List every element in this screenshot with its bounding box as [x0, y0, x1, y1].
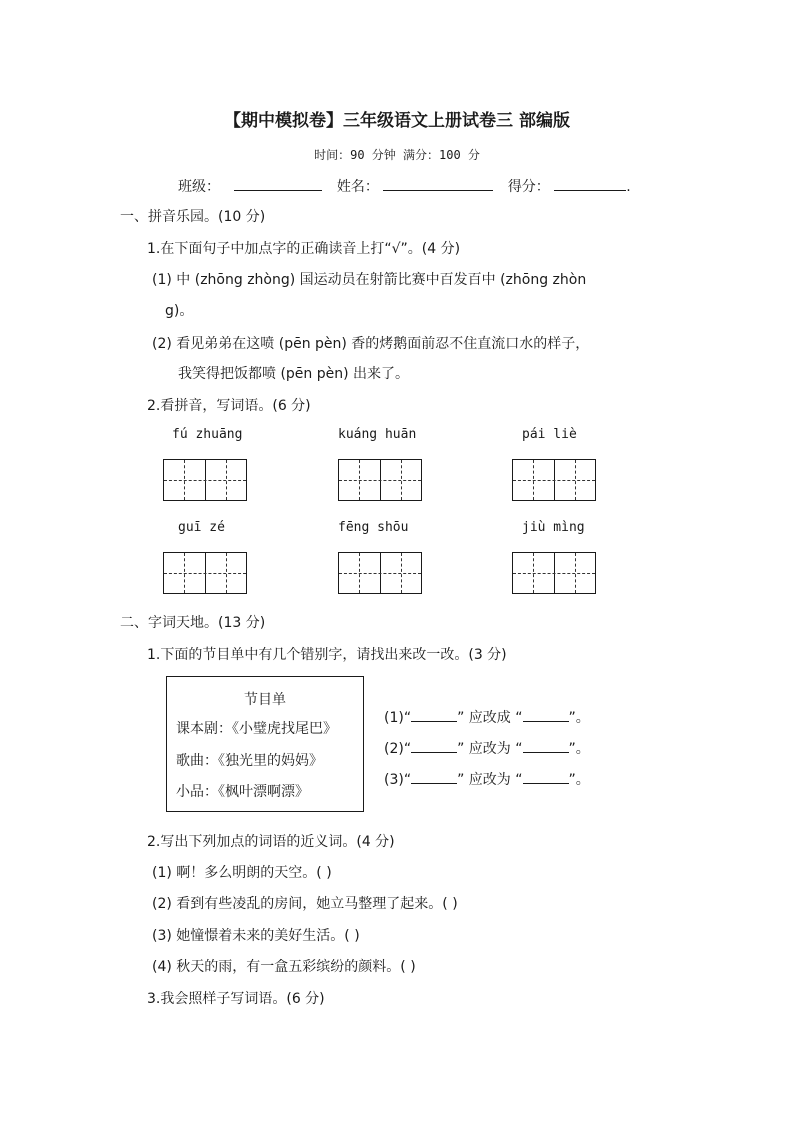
info-line: [178, 176, 631, 196]
correct-char-blank[interactable]: [523, 771, 569, 784]
fix-line-2: (2)“ ” 应改为 “ ”。: [384, 741, 590, 757]
wrong-char-blank[interactable]: [411, 771, 457, 784]
writing-box[interactable]: [512, 552, 596, 594]
writing-box[interactable]: [338, 459, 422, 501]
pinyin-label: kuáng huān: [338, 427, 417, 442]
s1-q1-prompt: 1.在下面句子中加点字的正确读音上打“√”。(4 分): [147, 241, 461, 257]
score-label: 得分：: [507, 179, 550, 195]
wrong-char-blank[interactable]: [411, 709, 457, 722]
pinyin-label: fú zhuāng: [172, 427, 243, 442]
s1-q1-sentence-1: (1) 中 (zhōng zhòng) 国运动员在射箭比赛中百发百中 (zhōng zhòn: [152, 272, 587, 288]
pinyin-label: jiù mìng: [522, 520, 585, 535]
program-item: 课本剧：《小璧虎找尾巴》: [176, 721, 337, 737]
name-blank[interactable]: [383, 176, 493, 191]
s2-q1-prompt: 1.下面的节目单中有几个错别字，请找出来改一改。(3 分): [147, 647, 507, 663]
section-2-heading: 二、字词天地。(13 分): [120, 615, 266, 631]
writing-box[interactable]: [512, 459, 596, 501]
page-title: 【期中模拟卷】三年级语文上册试卷三 部编版: [224, 111, 570, 131]
s2-q3-prompt: 3.我会照样子写词语。(6 分): [147, 991, 325, 1007]
synonym-item[interactable]: (3) 她憧憬着未来的美好生活。( ): [152, 928, 360, 944]
synonym-item[interactable]: (2) 看到有些凌乱的房间，她立马整理了起来。( ): [152, 896, 458, 912]
name-label: 姓名：: [336, 179, 379, 195]
end-mark: .: [626, 179, 631, 195]
program-title: 节目单: [244, 692, 286, 708]
exam-meta: 时间：90 分钟 满分：100 分: [314, 148, 480, 162]
synonym-item[interactable]: (4) 秋天的雨，有一盒五彩缤纷的颜料。( ): [152, 959, 416, 975]
s1-q2-prompt: 2.看拼音，写词语。(6 分): [147, 398, 311, 414]
wrong-char-blank[interactable]: [411, 740, 457, 753]
program-list-box: [166, 676, 364, 812]
synonym-item[interactable]: (1) 啊！多么明朗的天空。( ): [152, 865, 332, 881]
writing-box[interactable]: [163, 552, 247, 594]
score-blank[interactable]: [554, 176, 626, 191]
correct-char-blank[interactable]: [523, 740, 569, 753]
writing-box[interactable]: [338, 552, 422, 594]
fix-line-3: (3)“ ” 应改为 “ ”。: [384, 772, 590, 788]
program-item: 歌曲：《独光里的妈妈》: [176, 753, 323, 769]
writing-box[interactable]: [163, 459, 247, 501]
s1-q1-sentence-2: (2) 看见弟弟在这喷 (pēn pèn) 香的烤鹅面前忍不住直流口水的样子，: [152, 336, 590, 352]
program-item: 小品：《枫叶漂啊漂》: [176, 784, 309, 800]
s1-q1-sentence-1-cont: g)。: [165, 303, 194, 319]
class-label: 班级：: [178, 179, 220, 195]
class-blank[interactable]: [234, 176, 322, 191]
s2-q2-prompt: 2.写出下列加点的词语的近义词。(4 分): [147, 834, 395, 850]
fix-line-1: (1)“ ” 应改成 “ ”。: [384, 710, 590, 726]
correct-char-blank[interactable]: [523, 709, 569, 722]
pinyin-label: pái liè: [522, 427, 577, 442]
s1-q1-sentence-2-cont: 我笑得把饭都喷 (pēn pèn) 出来了。: [178, 366, 410, 382]
pinyin-label: guī zé: [178, 520, 225, 535]
section-1-heading: 一、拼音乐园。(10 分): [120, 209, 266, 225]
pinyin-label: fēng shōu: [338, 520, 409, 535]
